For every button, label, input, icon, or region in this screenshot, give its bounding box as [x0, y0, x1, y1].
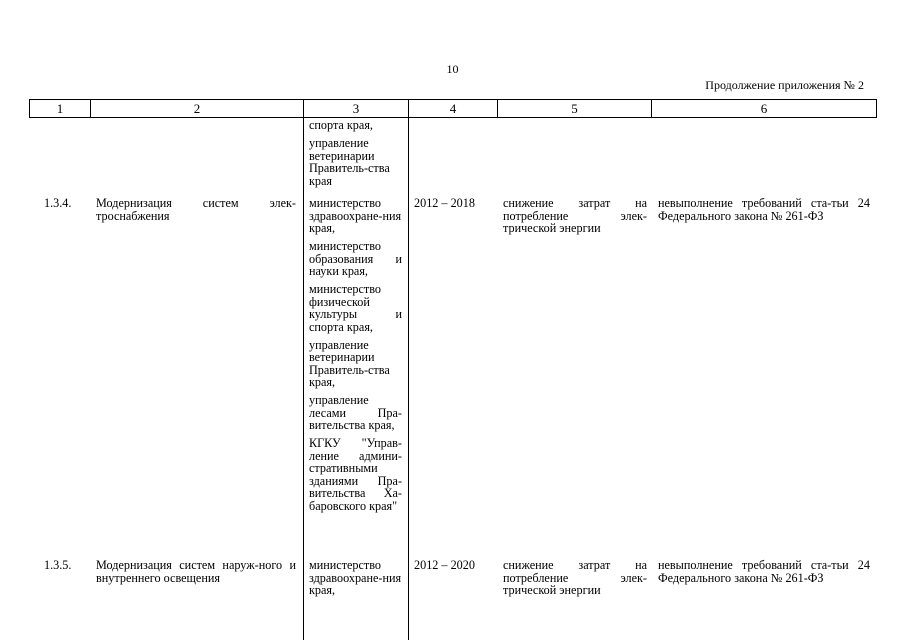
non-implementation-consequence: невыполнение требований ста-тьи 24 Федерального закона № 261-ФЗ — [658, 558, 870, 585]
executor-item: КГКУ "Управ-ление админи-стративными зданиями Пра-вительства Ха-баровского края" — [309, 436, 402, 513]
implementation-years: 2012 – 2020 — [414, 558, 475, 572]
executor-item: управление ветеринарии Правитель-ства края, — [309, 337, 390, 389]
expected-result: снижение затрат на потребление элек-трической энергии — [503, 196, 647, 235]
carryover-executors — [309, 119, 402, 193]
table-header-col-6: 6 — [651, 99, 877, 118]
executor-item: министерство образования и науки края, — [309, 239, 402, 278]
executor-item: управление лесами Пра-вительства края, — [309, 393, 402, 432]
executor-item: министерство здравоохране-ния края, — [309, 196, 402, 235]
table-header-col-1: 1 — [29, 99, 91, 118]
page-number: 10 — [446, 62, 459, 76]
measure-name: Модернизация систем наруж-ного и внутреннего освещения — [96, 558, 296, 585]
executor-item: спорта края, — [309, 118, 373, 132]
executor-list — [309, 197, 402, 518]
table-header-col-3: 3 — [303, 99, 409, 118]
row-number: 1.3.4. — [44, 196, 72, 210]
executor-item: министерство физической культуры и спорта края, — [309, 282, 402, 334]
implementation-years: 2012 – 2018 — [414, 196, 475, 210]
column-divider — [408, 118, 409, 640]
row-number: 1.3.5. — [44, 558, 72, 572]
table-header-col-2: 2 — [90, 99, 304, 118]
executor-item: управление ветеринарии Правитель-ства края — [309, 136, 390, 188]
column-divider — [303, 118, 304, 640]
expected-result: снижение затрат на потребление элек-трической энергии — [503, 558, 647, 597]
table-header-col-5: 5 — [497, 99, 652, 118]
executor-item: министерство здравоохране-ния края, — [309, 558, 402, 597]
table-header-col-4: 4 — [408, 99, 498, 118]
non-implementation-consequence: невыполнение требований ста-тьи 24 Федерального закона № 261-ФЗ — [658, 196, 870, 223]
measure-name: Модернизация систем элек-троснабжения — [96, 196, 296, 223]
appendix-continuation-label: Продолжение приложения № 2 — [705, 78, 864, 92]
executor-list — [309, 559, 402, 602]
